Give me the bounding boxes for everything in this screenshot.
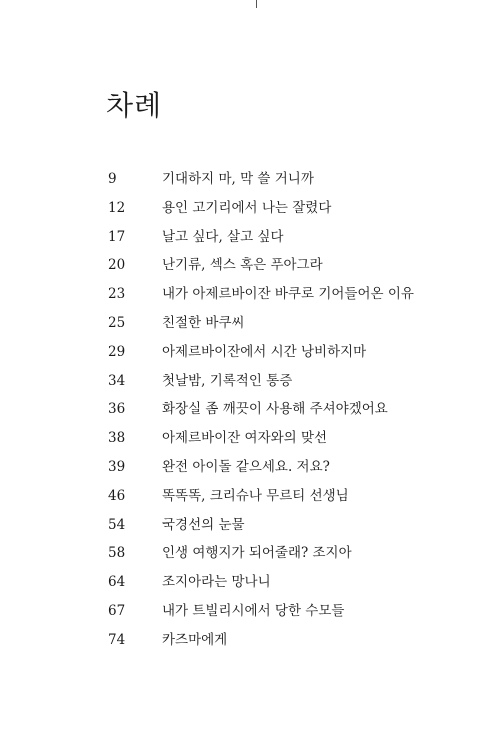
toc-entry — [0, 342, 500, 371]
page-title: 차례 — [106, 89, 163, 122]
toc-chapter-title: 첫날밤, 기록적인 통증 — [162, 372, 293, 389]
toc-page-number: 29 — [108, 343, 126, 360]
toc-chapter-title: 아제르바이잔 여자와의 맞선 — [162, 430, 328, 447]
toc-entry — [0, 169, 500, 198]
toc-entry — [0, 486, 500, 515]
toc-entry — [0, 428, 500, 457]
toc-entry — [0, 284, 500, 313]
toc-chapter-title: 똑똑똑, 크리슈나 무르티 선생님 — [162, 487, 349, 504]
toc-page-number: 46 — [108, 487, 126, 504]
toc-chapter-title: 완전 아이돌 같으세요. 저요? — [162, 458, 330, 475]
toc-page-number: 38 — [108, 430, 126, 447]
toc-entry — [0, 543, 500, 572]
page-edge-mark — [256, 0, 257, 8]
toc-page-number: 12 — [108, 199, 126, 216]
toc-chapter-title: 아제르바이잔에서 시간 낭비하지마 — [162, 343, 367, 360]
toc-entry — [0, 255, 500, 284]
toc-page-number: 64 — [108, 574, 126, 591]
toc-page-number: 34 — [108, 372, 126, 389]
toc-chapter-title: 조지아라는 망나니 — [162, 574, 271, 591]
toc-list — [0, 169, 500, 659]
toc-entry — [0, 399, 500, 428]
toc-entry — [0, 227, 500, 256]
toc-entry — [0, 630, 500, 659]
toc-chapter-title: 카즈마에게 — [162, 631, 228, 648]
toc-entry — [0, 601, 500, 630]
toc-entry — [0, 457, 500, 486]
toc-page-number: 67 — [108, 602, 126, 619]
toc-entry — [0, 371, 500, 400]
toc-chapter-title: 내가 아제르바이잔 바쿠로 기어들어온 이유 — [162, 286, 414, 303]
toc-page-number: 74 — [108, 631, 126, 648]
toc-page-number: 39 — [108, 458, 126, 475]
toc-chapter-title: 용인 고기리에서 나는 잘렸다 — [162, 199, 332, 216]
toc-chapter-title: 친절한 바쿠씨 — [162, 314, 245, 331]
toc-page-number: 9 — [108, 171, 117, 187]
toc-chapter-title: 화장실 좀 깨끗이 사용해 주셔야겠어요 — [162, 401, 388, 418]
toc-page-number: 23 — [108, 286, 126, 303]
toc-chapter-title: 인생 여행지가 되어줄래? 조지아 — [162, 545, 352, 562]
toc-entry — [0, 198, 500, 227]
toc-page-number: 54 — [108, 516, 126, 533]
toc-chapter-title: 기대하지 마, 막 쓸 거니까 — [162, 171, 314, 187]
toc-chapter-title: 난기류, 섹스 혹은 푸아그라 — [162, 257, 323, 274]
toc-page-number: 58 — [108, 545, 126, 562]
toc-entry — [0, 515, 500, 544]
toc-chapter-title: 내가 트빌리시에서 당한 수모들 — [162, 602, 345, 619]
toc-page-number: 36 — [108, 401, 126, 418]
toc-page-number: 20 — [108, 257, 126, 274]
toc-entry — [0, 313, 500, 342]
toc-chapter-title: 날고 싶다, 살고 싶다 — [162, 228, 284, 245]
toc-entry — [0, 572, 500, 601]
toc-page-number: 17 — [108, 228, 126, 245]
toc-chapter-title: 국경선의 눈물 — [162, 516, 245, 533]
toc-page-number: 25 — [108, 314, 126, 331]
